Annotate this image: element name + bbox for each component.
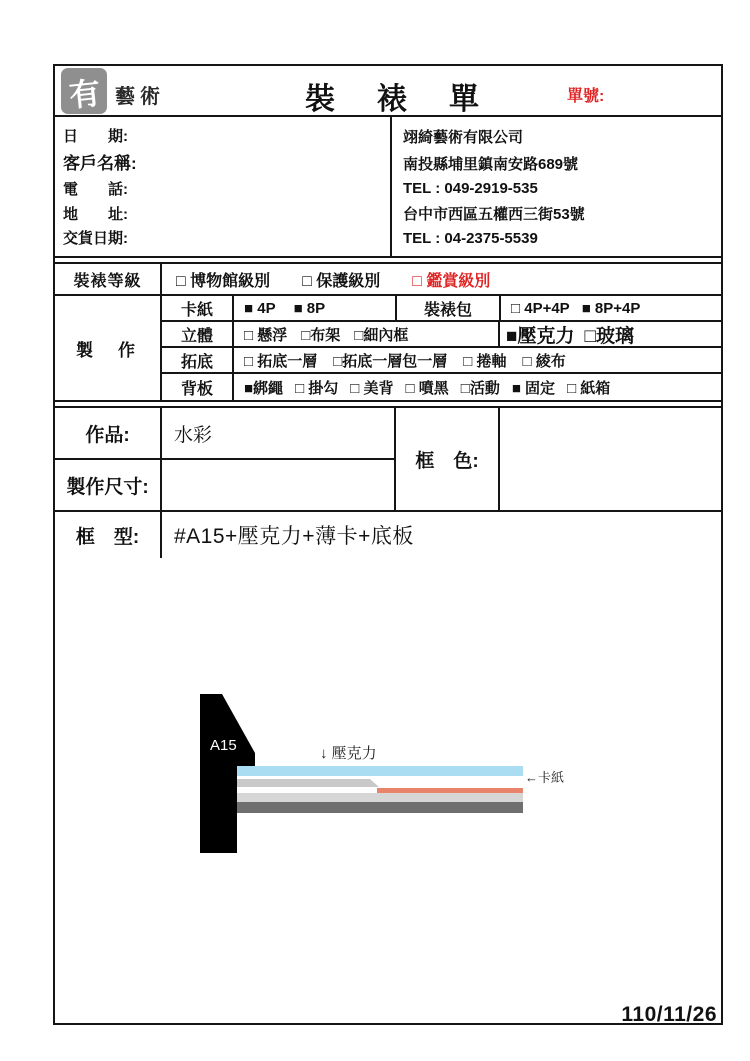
company-tel-1: TEL : 049-2919-535 (403, 180, 538, 197)
row-label-backing-layer: 拓底 (162, 348, 234, 372)
row-label-3d: 立體 (162, 322, 234, 346)
checkbox-option-nice-back: □ 美背 (350, 379, 394, 397)
brand-text: 藝術 (115, 86, 165, 108)
order-number-label: 單號: (567, 88, 605, 105)
glazing-options (500, 322, 721, 346)
company-name: 翊綺藝術有限公司 (403, 129, 524, 146)
checkbox-option-appreciation-grade: □ 鑑賞級別 (412, 272, 491, 290)
date-field-label: 日 期: (63, 127, 128, 145)
frame-model-label: A15 (210, 737, 237, 754)
checkbox-option-tie-rope: ■綁繩 (244, 379, 284, 397)
checkbox-option-acrylic: ■壓克力 (506, 325, 575, 347)
form-title: 裝 裱 單 (305, 83, 485, 116)
artwork-field-value: 水彩 (162, 408, 396, 460)
acrylic-annotation: ↓ 壓克力 (320, 745, 377, 762)
company-tel-2: TEL : 04-2375-5539 (403, 230, 538, 247)
acrylic-layer (237, 766, 523, 776)
checkbox-option-4p: ■ 4P (244, 299, 276, 317)
checkbox-option-one-layer-wrapped: □拓底一層包一層 (333, 352, 448, 370)
company-logo (61, 68, 107, 114)
checkbox-option-one-layer: □ 拓底一層 (244, 352, 318, 370)
checkbox-option-8p4p: ■ 8P+4P (581, 299, 641, 317)
production-row-backboard (162, 374, 721, 400)
checkbox-option-4p4p: □ 4P+4P (511, 299, 570, 317)
production-row-3d (162, 322, 721, 348)
mounting-pack-label: 裝裱包 (397, 296, 501, 320)
checkbox-option-spray-black: □ 噴黑 (405, 379, 449, 397)
checkbox-option-8p: ■ 8P (293, 299, 326, 317)
frame-color-field-value (500, 408, 723, 512)
company-address-1: 南投縣埔里鎮南安路689號 (403, 156, 579, 173)
size-field-label: 製作尺寸: (55, 460, 162, 512)
frame-profile-diagram (55, 558, 721, 1021)
grade-options (162, 264, 490, 294)
artwork-section (55, 408, 721, 558)
delivery-date-field-label: 交貨日期: (63, 230, 128, 248)
backing-bottom-layer (237, 802, 523, 813)
company-address-2: 台中市西區五權西三街53號 (403, 206, 585, 223)
frame-color-field-label: 框 色: (396, 408, 500, 512)
frame-cross-section-drawing (55, 558, 723, 1021)
checkbox-option-fixed: ■ 固定 (511, 379, 556, 397)
backing-mid-layer (237, 793, 523, 802)
mounting-order-form (53, 64, 723, 1025)
row-label-matboard: 卡紙 (162, 296, 234, 320)
mounting-pack-options (501, 296, 721, 320)
production-row-backing-layer (162, 348, 721, 374)
company-info-column (392, 117, 721, 256)
checkbox-option-silk: □ 綾布 (522, 352, 566, 370)
customer-name-field-label: 客戶名稱: (63, 154, 137, 174)
form-header (55, 66, 721, 117)
artwork-field-label: 作品: (55, 408, 162, 460)
grade-section (55, 264, 721, 296)
frame-type-field-label: 框 型: (55, 512, 162, 558)
matboard-annotation: ←卡紙 (525, 770, 565, 785)
size-field-value (162, 460, 396, 512)
checkbox-option-museum-grade: □ 博物館級別 (176, 272, 271, 290)
customer-info-column (55, 117, 392, 256)
3d-options (234, 322, 500, 346)
backboard-options (234, 374, 721, 400)
production-section (55, 296, 721, 402)
phone-field-label: 電 話: (63, 180, 128, 198)
checkbox-option-thin-inner-frame: □細內框 (354, 326, 409, 344)
address-field-label: 地 址: (63, 205, 128, 223)
info-section (55, 117, 721, 258)
row-label-backboard: 背板 (162, 374, 234, 400)
checkbox-option-carton: □ 紙箱 (567, 379, 611, 397)
checkbox-option-cloth-frame: □布架 (301, 326, 341, 344)
checkbox-option-removable: □活動 (460, 379, 500, 397)
frame-type-field-value: #A15+壓克力+薄卡+底板 (174, 525, 414, 548)
checkbox-option-floating: □ 懸浮 (244, 326, 288, 344)
backing-layer-options (234, 348, 721, 372)
matboard-top-layer (237, 779, 379, 787)
core-layer (377, 788, 523, 793)
grade-section-label: 裝裱等級 (55, 264, 162, 294)
production-row-matboard (162, 296, 721, 322)
production-rows (162, 296, 721, 400)
checkbox-option-scroll: □ 捲軸 (463, 352, 507, 370)
production-section-label: 製 作 (55, 296, 162, 400)
checkbox-option-protection-grade: □ 保護級別 (302, 272, 381, 290)
checkbox-option-glass: □玻璃 (584, 325, 634, 347)
form-date: 110/11/26 (621, 1003, 717, 1026)
checkbox-option-hook: □ 掛勾 (295, 379, 339, 397)
matboard-options (234, 296, 397, 320)
logo-seal-glyph: 有 (67, 74, 102, 114)
